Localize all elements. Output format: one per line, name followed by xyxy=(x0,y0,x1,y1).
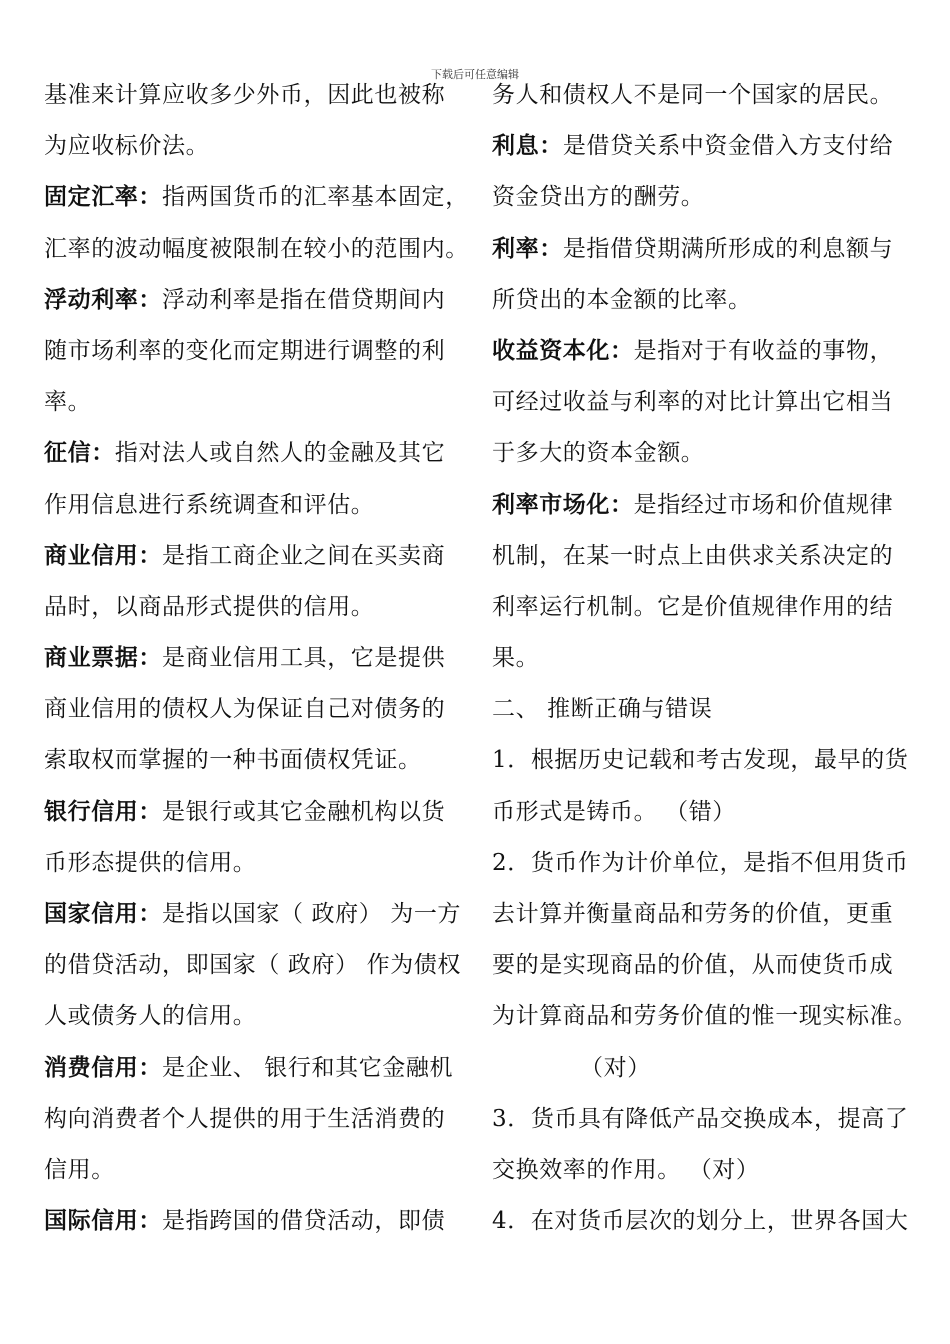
line-text: 是指以国家（ 政府） 为一方 xyxy=(162,901,462,927)
line-text: 构向消费者个人提供的用于生活消费的 xyxy=(44,1105,446,1132)
line-text: 务人和债权人不是同一个国家的居民。 xyxy=(492,82,894,108)
text-line xyxy=(44,480,469,531)
text-line xyxy=(44,70,469,121)
text-line xyxy=(492,889,910,940)
text-line xyxy=(44,224,469,275)
term-label: 商业票据： xyxy=(44,645,162,672)
term-label: 商业信用： xyxy=(44,542,162,569)
line-text: 是指经过市场和价值规律 xyxy=(633,491,894,518)
text-line xyxy=(44,1043,469,1094)
line-text: 为应收标价法。 xyxy=(44,133,210,160)
text-line xyxy=(44,377,469,428)
text-line xyxy=(492,377,910,428)
text-line xyxy=(44,991,469,1042)
line-text: 作用信息进行系统调查和评估。 xyxy=(44,491,375,518)
text-line xyxy=(44,531,469,582)
term-label: 利率市场化： xyxy=(492,491,634,518)
line-text: 人或债务人的信用。 xyxy=(44,1003,257,1030)
text-line xyxy=(492,1094,910,1145)
line-text: 2．货币作为计价单位，是指不但用货币 xyxy=(492,849,909,876)
line-text: 3．货币具有降低产品交换成本，提高了 xyxy=(492,1105,909,1132)
text-line xyxy=(492,991,917,1042)
text-line xyxy=(492,531,910,582)
line-text: 随市场利率的变化而定期进行调整的利 xyxy=(44,337,446,364)
text-line xyxy=(492,633,910,684)
line-text: 于多大的资本金额。 xyxy=(492,440,705,467)
text-line xyxy=(492,582,910,633)
text-line xyxy=(44,172,469,223)
line-text: 商业信用的债权人为保证自己对债务的 xyxy=(44,696,446,723)
line-text: 的借贷活动，即国家（ 政府） 作为债权 xyxy=(44,952,462,979)
line-text: 指对法人或自然人的金融及其它 xyxy=(114,440,446,467)
text-line xyxy=(492,326,910,377)
line-text: 是指跨国的借贷活动，即债 xyxy=(162,1208,446,1235)
left-column xyxy=(44,70,469,1247)
text-line xyxy=(44,684,469,735)
line-text: 汇率的波动幅度被限制在较小的范围内。 xyxy=(44,235,469,262)
line-text: 机制，在某一时点上由供求关系决定的 xyxy=(492,542,894,569)
line-text: 资金贷出方的酬劳。 xyxy=(492,184,705,211)
line-text: 是借贷关系中资金借入方支付给 xyxy=(562,133,894,160)
line-text: 币形态提供的信用。 xyxy=(44,849,257,876)
term-label: 国际信用： xyxy=(44,1208,162,1235)
line-text: 是企业、 银行和其它金融机 xyxy=(162,1054,454,1081)
line-text: 率。 xyxy=(44,389,92,416)
line-text: 基准来计算应收多少外币，因此也被称 xyxy=(44,82,446,108)
term-label: 利息： xyxy=(492,133,563,160)
text-line xyxy=(492,224,910,275)
line-text: 1．根据历史记载和考古发现，最早的货 xyxy=(492,747,909,774)
line-text: 浮动利率是指在借贷期间内 xyxy=(162,286,446,313)
text-line xyxy=(492,1196,910,1247)
text-line xyxy=(44,735,469,786)
text-line xyxy=(44,1145,469,1196)
text-line xyxy=(44,787,469,838)
text-line xyxy=(44,1094,469,1145)
text-line xyxy=(492,1043,910,1094)
line-text: 是指借贷期满所形成的利息额与 xyxy=(562,235,894,262)
text-line xyxy=(44,1196,469,1247)
line-text: 可经过收益与利率的对比计算出它相当 xyxy=(492,389,894,416)
line-text: 是银行或其它金融机构以货 xyxy=(162,798,446,825)
text-line xyxy=(492,735,910,786)
term-label: 固定汇率： xyxy=(44,184,162,211)
line-text: 果。 xyxy=(492,645,540,672)
text-line xyxy=(492,838,910,889)
right-column xyxy=(492,70,917,1247)
text-line xyxy=(44,889,469,940)
line-text: 信用。 xyxy=(44,1156,115,1183)
line-text: （对） xyxy=(580,1054,651,1081)
text-line xyxy=(492,172,910,223)
text-line xyxy=(492,1145,910,1196)
text-line xyxy=(44,633,469,684)
text-line xyxy=(44,275,469,326)
text-line xyxy=(492,275,910,326)
text-line xyxy=(44,940,469,991)
term-label: 征信： xyxy=(44,440,115,467)
line-text: 二、 推断正确与错误 xyxy=(492,696,713,723)
header-note: 下载后可任意编辑 xyxy=(431,68,519,81)
text-line xyxy=(44,326,469,377)
text-line xyxy=(492,428,910,479)
term-label: 消费信用： xyxy=(44,1054,162,1081)
term-label: 利率： xyxy=(492,235,563,262)
line-text: 去计算并衡量商品和劳务的价值，更重 xyxy=(492,901,894,927)
line-text: 指两国货币的汇率基本固定， xyxy=(162,184,469,211)
text-line xyxy=(492,480,910,531)
line-text: 交换效率的作用。 （对） xyxy=(492,1156,760,1183)
term-label: 收益资本化： xyxy=(492,337,634,364)
text-line xyxy=(492,940,910,991)
text-line xyxy=(44,121,469,172)
term-label: 银行信用： xyxy=(44,798,162,825)
line-text: 是指工商企业之间在买卖商 xyxy=(162,542,446,569)
text-line xyxy=(492,787,910,838)
line-text: 所贷出的本金额的比率。 xyxy=(492,286,752,313)
text-line xyxy=(492,70,910,121)
line-text: 索取权而掌握的一种书面债权凭证。 xyxy=(44,747,422,774)
line-text: 要的是实现商品的价值，从而使货币成 xyxy=(492,952,894,979)
line-text: 为计算商品和劳务价值的惟一现实标准。 xyxy=(492,1003,917,1030)
line-text: 4．在对货币层次的划分上，世界各国大 xyxy=(492,1208,909,1235)
text-line xyxy=(44,428,469,479)
term-label: 浮动利率： xyxy=(44,286,162,313)
line-text: 币形式是铸币。 （错） xyxy=(492,798,736,825)
term-label: 国家信用： xyxy=(44,901,162,927)
line-text: 品时，以商品形式提供的信用。 xyxy=(44,593,375,620)
line-text: 是指对于有收益的事物， xyxy=(633,337,894,364)
text-line xyxy=(44,582,469,633)
line-text: 是商业信用工具，它是提供 xyxy=(162,645,446,672)
line-text: 利率运行机制。它是价值规律作用的结 xyxy=(492,593,894,620)
text-line xyxy=(44,838,469,889)
text-line xyxy=(492,684,910,735)
text-line xyxy=(492,121,910,172)
